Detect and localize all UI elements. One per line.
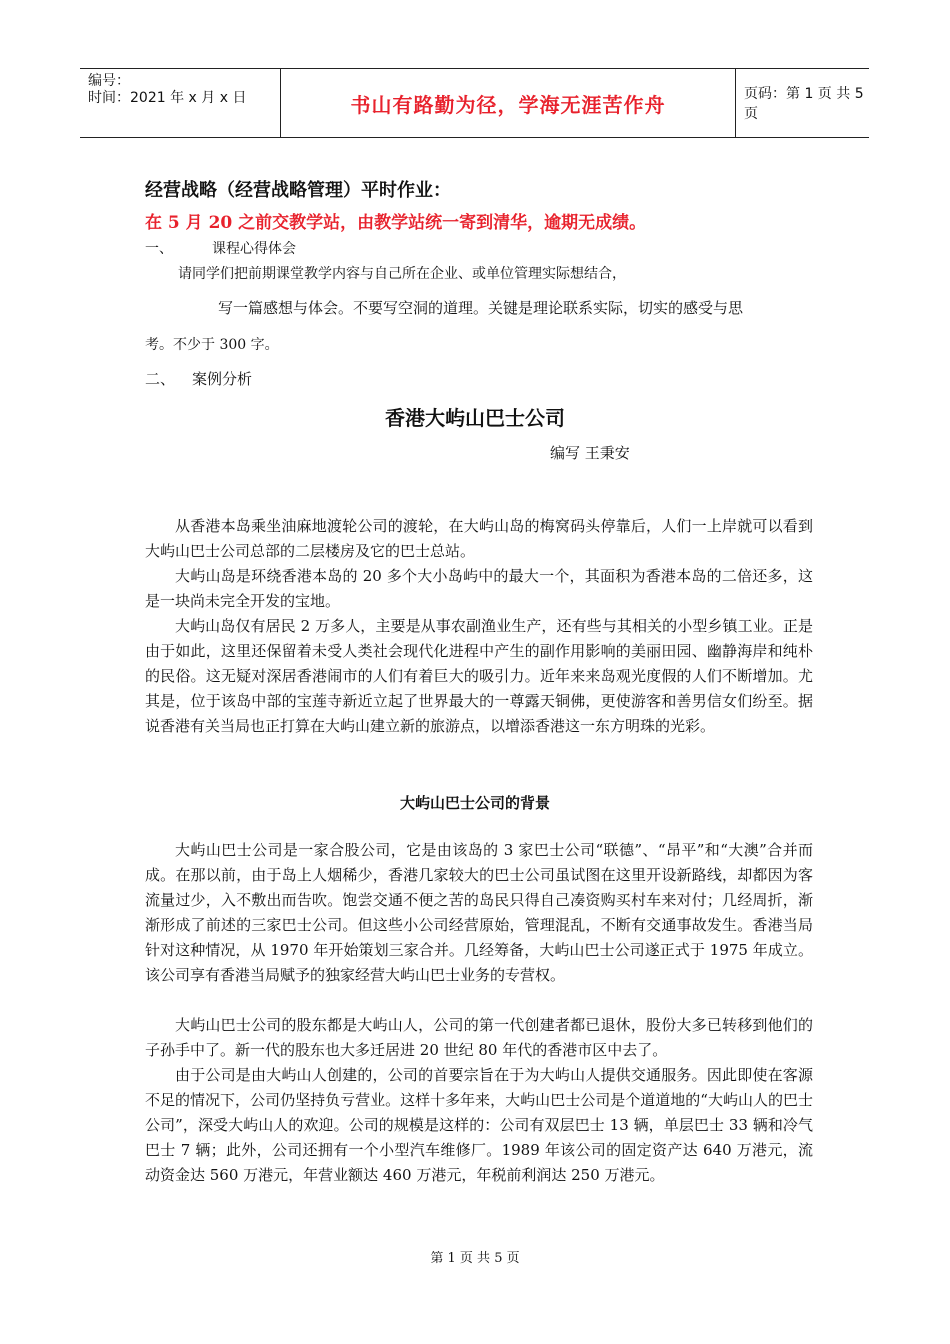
case-author: 编写 王秉安	[550, 444, 630, 462]
page-footer: 第 1 页 共 5 页	[430, 1251, 520, 1266]
section1-line-2: 写一篇感想与体会。不要写空洞的道理。关键是理论联系实际，切实的感受与思	[218, 299, 744, 317]
header-meta-cell	[80, 69, 281, 137]
case-title: 香港大屿山巴士公司	[385, 406, 565, 430]
section2-title: 案例分析	[192, 370, 253, 388]
submission-notice: 在 5 月 20 之前交教学站，由教学站统一寄到清华，逾期无成绩。	[145, 213, 647, 233]
header-motto: 书山有路勤为径，学海无涯苦作舟	[281, 69, 736, 137]
background-paragraph-1: 大屿山巴士公司是一家合股公司，它是由该岛的 3 家巴士公司“联德”、“昂平”和“大澳”合并而成。在那以前，由于岛上人烟稀少，香港几家较大的巴士公司虽试图在这里开设新路线，却都因为客流量过少，入不敷出而告吹。饱尝交通不便之苦的岛民只得自己凑资购买村车来对付；几经周折，渐渐形成了前述的三家巴士公司。但这些小公司经营原始，管理混乱，不断有交通事故发生。香港当局针对这种情况，从 1970 年开始策划三家合并。几经筹备，大屿山巴士公司遂正式于 1975 年成立。该公司享有香港当局赋予的独家经营大屿山巴士业务的专营权。	[145, 841, 813, 984]
background-paragraph-3: 由于公司是由大屿山人创建的，公司的首要宗旨在于为大屿山人提供交通服务。因此即使在客源不足的情况下，公司仍坚持负亏营业。这样十多年来，大屿山巴士公司是个道道地的“大屿山人的巴士公司”，深受大屿山人的欢迎。公司的规模是这样的：公司有双层巴士 13 辆，单层巴士 33 辆和冷气巴士 7 辆；此外，公司还拥有一个小型汽车维修厂。1989 年该公司的固定资产达 640 万港元，流动资金达 560 万港元，年营业额达 460 万港元，年税前利润达 250 万港元。	[145, 1066, 813, 1184]
header-page-info: 页码：第 1 页 共 5 页	[744, 86, 864, 122]
case-paragraph-1: 从香港本岛乘坐油麻地渡轮公司的渡轮，在大屿山岛的梅窝码头停靠后，人们一上岸就可以看到大屿山巴士公司总部的二层楼房及它的巴士总站。	[145, 517, 813, 560]
section1-title: 课程心得体会	[212, 241, 296, 257]
document-number-label: 编号：	[88, 73, 130, 89]
section1-line-3: 考。不少于 300 字。	[145, 337, 279, 353]
section2-number: 二、	[145, 370, 176, 388]
case-paragraph-2: 大屿山岛是环绕香港本岛的 20 多个大小岛屿中的最大一个，其面积为香港本岛的二倍还多，这是一块尚未完全开发的宝地。	[145, 567, 813, 610]
assignment-title: 经营战略（经营战略管理）平时作业：	[145, 180, 451, 201]
case-paragraph-3: 大屿山岛仅有居民 2 万多人，主要是从事农副渔业生产，还有些与其相关的小型乡镇工业。正是由于如此，这里还保留着未受人类社会现代化进程中产生的副作用影响的美丽田园、幽静海岸和纯朴的民俗。这无疑对深居香港闹市的人们有着巨大的吸引力。近年来来岛观光度假的人们不断增加。尤其是，位于该岛中部的宝莲寺新近立起了世界最大的一尊露天铜佛，更使游客和善男信女们纷至。据说香港有关当局也正打算在大屿山建立新的旅游点，以增添香港这一东方明珠的光彩。	[145, 617, 813, 735]
background-paragraph-2: 大屿山巴士公司的股东都是大屿山人，公司的第一代创建者都已退休，股份大多已转移到他们的子孙手中了。新一代的股东也大多迁居进 20 世纪 80 年代的香港市区中去了。	[145, 1016, 813, 1059]
header-table	[80, 68, 869, 138]
background-section-title: 大屿山巴士公司的背景	[399, 794, 550, 812]
document-date-label: 时间：2021 年 x 月 x 日	[88, 90, 247, 106]
section1-number: 一、	[145, 241, 173, 257]
section1-line-1: 请同学们把前期课堂教学内容与自己所在企业、或单位管理实际想结合，	[178, 266, 626, 282]
